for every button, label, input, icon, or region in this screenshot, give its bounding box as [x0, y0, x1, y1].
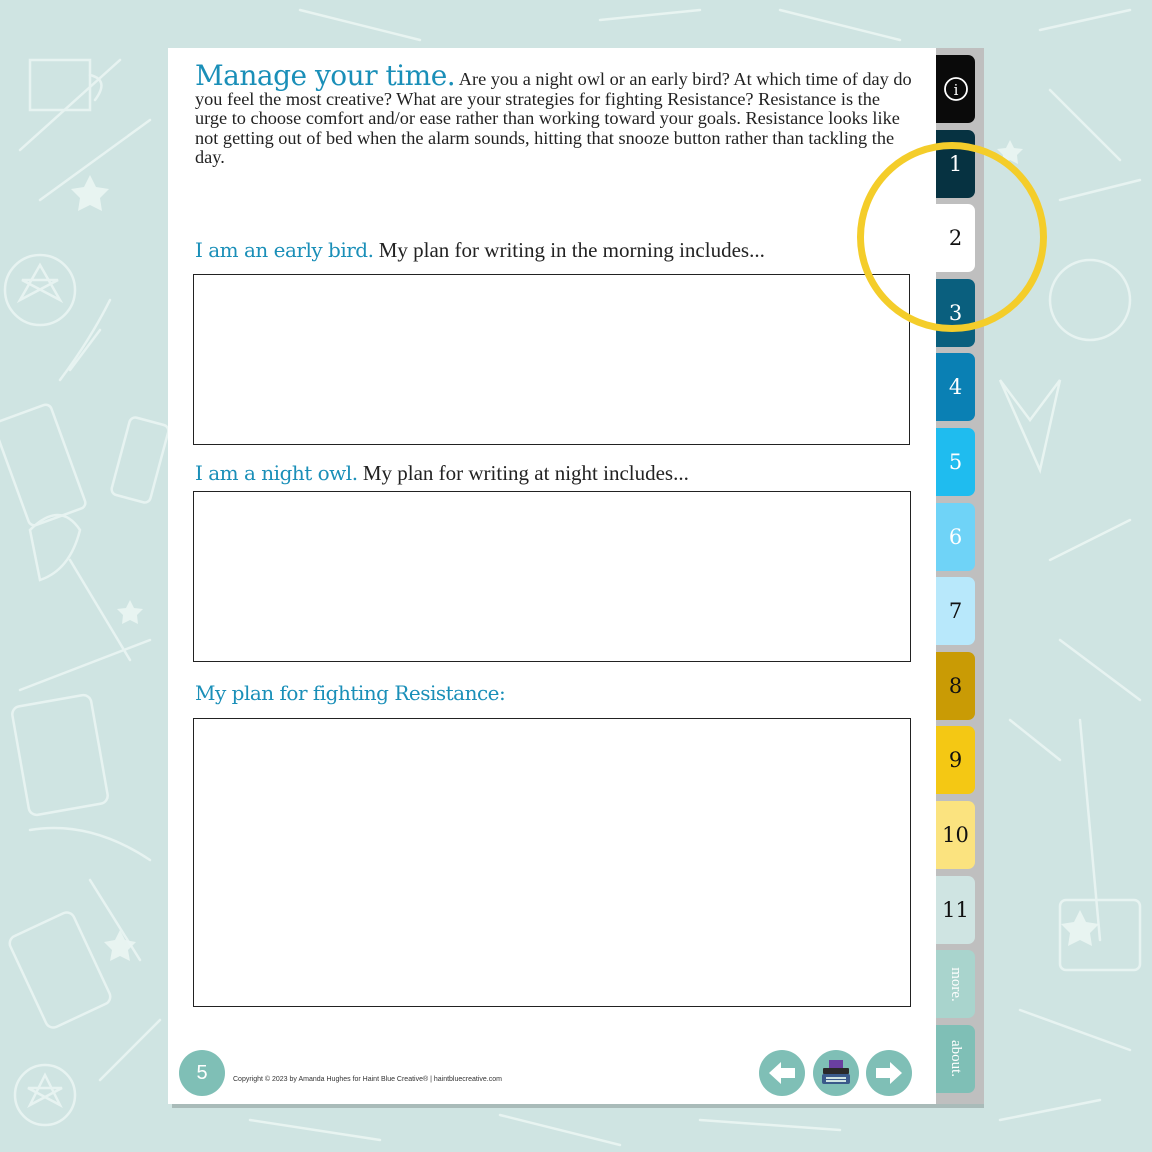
- tab-11[interactable]: [936, 876, 975, 944]
- page-number-badge: 5: [179, 1050, 225, 1096]
- tab-label: 2: [948, 226, 963, 251]
- tab-10[interactable]: [936, 801, 975, 869]
- previous-page-button[interactable]: [759, 1050, 805, 1096]
- tab-label: 5: [948, 450, 963, 474]
- tab-1[interactable]: [936, 130, 975, 198]
- tab-label: 7: [948, 599, 963, 624]
- arrow-right-icon: [874, 1060, 904, 1086]
- info-icon: [943, 76, 969, 102]
- svg-text:i: i: [953, 81, 958, 99]
- intro-body: Are you a night owl or an early bird? At which time of day do you feel the most creative? What are your strategies for fighting Resistance? Resistance is the urge to choose comfort and/or ease rather than working toward your goals. Resistance looks like not getting out of bed when the alarm sounds, hitting that snooze button rather than tackling the day.: [195, 69, 912, 167]
- typewriter-icon: [819, 1058, 853, 1088]
- tab-label: 10: [942, 823, 969, 847]
- tab-label: more.: [947, 966, 964, 1002]
- tab-7[interactable]: [936, 577, 975, 645]
- tab-label: 8: [948, 673, 963, 698]
- copyright-text: Copyright © 2023 by Amanda Hughes for Haint Blue Creative® | haintbluecreative.com: [233, 1076, 502, 1083]
- tab-label: 11: [942, 897, 969, 922]
- early-bird-text: My plan for writing in the morning includes...: [373, 238, 765, 262]
- tab-4[interactable]: [936, 353, 975, 421]
- page-title: Manage your time.: [195, 59, 456, 92]
- early-bird-prompt: [195, 238, 765, 263]
- tab-5[interactable]: [936, 428, 975, 496]
- tab-about[interactable]: [936, 1025, 975, 1093]
- tab-label: 6: [948, 524, 963, 549]
- tab-label: about.: [947, 1040, 964, 1078]
- next-page-button[interactable]: [866, 1050, 912, 1096]
- resistance-text-area[interactable]: [193, 718, 911, 1007]
- tab-label: 1: [948, 151, 963, 176]
- tab-9[interactable]: [936, 726, 975, 794]
- tab-8[interactable]: [936, 652, 975, 720]
- early-bird-text-area[interactable]: [193, 274, 910, 445]
- home-button[interactable]: [813, 1050, 859, 1096]
- night-owl-text: My plan for writing at night includes...: [357, 461, 689, 485]
- early-bird-heading: I am an early bird.: [195, 238, 374, 262]
- tab-more[interactable]: [936, 950, 975, 1018]
- tab-label: 9: [948, 748, 963, 773]
- tab-3[interactable]: [936, 279, 975, 347]
- night-owl-heading: I am a night owl.: [195, 461, 358, 485]
- night-owl-prompt: [195, 461, 689, 486]
- resistance-prompt: [195, 681, 505, 706]
- night-owl-text-area[interactable]: [193, 491, 911, 662]
- tab-2[interactable]: [936, 204, 975, 272]
- arrow-left-icon: [767, 1060, 797, 1086]
- tab-label: 4: [948, 375, 963, 400]
- intro-paragraph: [195, 59, 915, 168]
- tab-info[interactable]: [936, 55, 975, 123]
- tab-label: 3: [948, 300, 963, 325]
- resistance-heading: My plan for fighting Resistance:: [195, 681, 506, 705]
- tab-6[interactable]: [936, 503, 975, 571]
